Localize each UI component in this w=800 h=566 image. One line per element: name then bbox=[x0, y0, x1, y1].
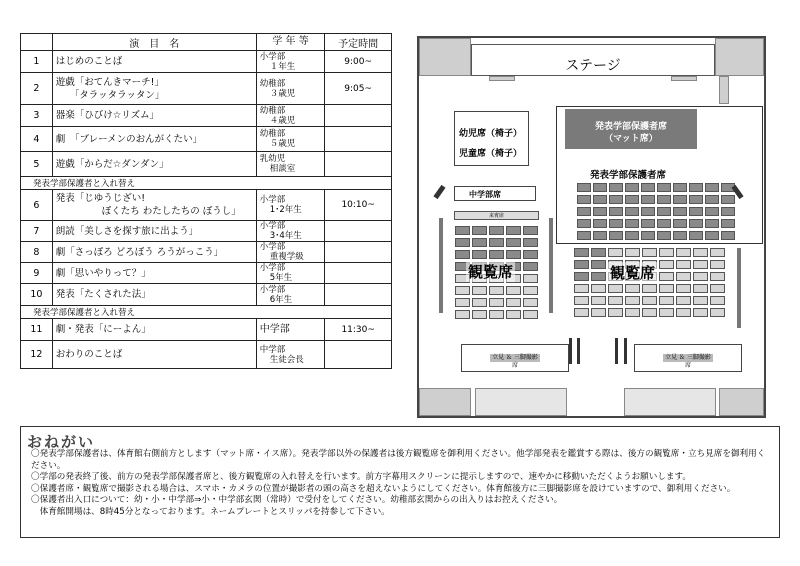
staff-seat: 来賓席 bbox=[454, 211, 539, 220]
item-title bbox=[52, 319, 256, 341]
item-title-line: 劇・発表「にーよん」 bbox=[55, 324, 151, 335]
audience-seat bbox=[710, 248, 725, 257]
item-grade bbox=[256, 284, 325, 306]
item-number: 2 bbox=[21, 73, 53, 105]
parent-seat bbox=[657, 231, 671, 240]
item-time bbox=[325, 221, 392, 242]
audience-seat bbox=[455, 310, 470, 319]
audience-seat bbox=[523, 274, 538, 283]
item-grade-line: ５歳児 bbox=[269, 139, 296, 149]
audience-seat bbox=[506, 238, 521, 247]
item-grade-line: 3･4年生 bbox=[269, 231, 302, 241]
middle-school-seat bbox=[454, 186, 536, 201]
table-row bbox=[21, 284, 392, 306]
audience-seat bbox=[574, 284, 589, 293]
parent-seat bbox=[641, 195, 655, 204]
item-title-line: はじめのことば bbox=[55, 56, 123, 67]
parent-seat bbox=[577, 195, 591, 204]
item-grade-line: 5年生 bbox=[269, 273, 293, 283]
table-row bbox=[21, 105, 392, 127]
partition bbox=[569, 338, 572, 364]
audience-seat bbox=[574, 296, 589, 305]
stage-wing-left bbox=[419, 38, 471, 76]
item-grade bbox=[256, 51, 325, 73]
audience-left-label: 観覧席 bbox=[468, 263, 514, 281]
audience-seat bbox=[693, 248, 708, 257]
standing-area-right bbox=[634, 344, 742, 372]
parent-seat bbox=[673, 219, 687, 228]
parent-seat bbox=[625, 207, 639, 216]
item-title bbox=[52, 341, 256, 369]
separator-row bbox=[21, 177, 392, 190]
presenting-parents-label: 発表学部保護者席 bbox=[590, 170, 667, 181]
note-line: 〇発表学部保護者は、体育館右側前方とします（マット席・イス席）。発表学部以外の保護者は後方観覧席を御利用ください。他学部発表を鑑賞する際は、後方の観覧席・立ち見席を御利用ください。 bbox=[31, 449, 766, 471]
item-title-line: 「タラッタラッタン」 bbox=[69, 89, 165, 101]
item-grade-line: 相談室 bbox=[269, 164, 296, 174]
audience-seat bbox=[472, 310, 487, 319]
item-grade-line: 幼稚部 bbox=[259, 78, 286, 89]
notes-title: おねがい bbox=[27, 433, 96, 451]
parent-seat bbox=[673, 207, 687, 216]
parent-seat bbox=[593, 219, 607, 228]
parent-seat bbox=[689, 219, 703, 228]
audience-seat bbox=[523, 226, 538, 235]
audience-seat bbox=[625, 308, 640, 317]
header-title: 演 目 名 bbox=[52, 34, 256, 51]
audience-right-area bbox=[574, 248, 734, 328]
program-table bbox=[20, 33, 392, 369]
wall-bar bbox=[737, 248, 741, 328]
audience-seat bbox=[642, 296, 657, 305]
audience-seat bbox=[472, 226, 487, 235]
parent-seat bbox=[609, 219, 623, 228]
audience-seat bbox=[591, 284, 606, 293]
item-title-line: 劇「さっぽろ どろぼう ろうがっこう」 bbox=[55, 246, 224, 258]
audience-seat bbox=[710, 272, 725, 281]
audience-seat bbox=[591, 296, 606, 305]
table-row bbox=[21, 263, 392, 284]
item-title-line: 朗読「美しさを探す旅に出よう」 bbox=[55, 225, 199, 237]
item-grade bbox=[256, 73, 325, 105]
parent-seat bbox=[577, 231, 591, 240]
item-grade-line: 6年生 bbox=[269, 294, 293, 305]
parent-seat bbox=[609, 231, 623, 240]
rear-box bbox=[624, 388, 716, 416]
item-time bbox=[325, 127, 392, 152]
note-line: 体育館開場は、8時45分となっております。ネームプレートとスリッパを持参して下さい。 bbox=[31, 506, 390, 517]
item-title bbox=[52, 152, 256, 177]
mat-seat-block bbox=[565, 109, 697, 149]
parent-seat bbox=[705, 231, 719, 240]
audience-seat bbox=[506, 310, 521, 319]
audience-seat bbox=[608, 284, 623, 293]
note-line: 〇保護者席・観覧席で撮影される場合は、スマホ・カメラの位置が撮影者の頭の高さを超えないようにしてください。体育館後方に三脚撮影席を設けていますので、御利用ください。 bbox=[31, 483, 736, 494]
parent-seat bbox=[657, 219, 671, 228]
audience-seat bbox=[625, 284, 640, 293]
audience-seat bbox=[591, 308, 606, 317]
audience-seat bbox=[642, 284, 657, 293]
audience-seat bbox=[489, 238, 504, 247]
table-row bbox=[21, 242, 392, 263]
audience-seat bbox=[506, 286, 521, 295]
audience-seat bbox=[455, 286, 470, 295]
audience-seat bbox=[710, 284, 725, 293]
audience-seat bbox=[455, 226, 470, 235]
item-grade bbox=[256, 242, 325, 263]
parent-seat bbox=[721, 207, 735, 216]
item-title bbox=[52, 190, 256, 221]
audience-seat bbox=[608, 296, 623, 305]
audience-seat bbox=[659, 308, 674, 317]
parent-seat bbox=[705, 219, 719, 228]
audience-seat bbox=[659, 284, 674, 293]
item-title-line: 発表「じゆうじざい! bbox=[55, 193, 146, 204]
item-number: 6 bbox=[21, 190, 53, 221]
partition bbox=[577, 338, 580, 364]
note-line: 〇学部の発表終了後、前方の発表学部保護者席と、後方観覧席の入れ替えを行います。前方字幕用スクリーンに提示しますので、速やかに移動いただくようお願いします。 bbox=[31, 472, 692, 482]
table-row bbox=[21, 341, 392, 369]
parent-seat bbox=[625, 219, 639, 228]
audience-seat bbox=[693, 272, 708, 281]
audience-seat bbox=[659, 272, 674, 281]
parent-seat bbox=[609, 183, 623, 192]
parent-seat bbox=[609, 195, 623, 204]
audience-seat bbox=[489, 286, 504, 295]
item-number: 5 bbox=[21, 152, 53, 177]
audience-seat bbox=[523, 286, 538, 295]
item-time: 9:05~ bbox=[325, 73, 392, 105]
parent-seat bbox=[673, 231, 687, 240]
parent-seat bbox=[593, 183, 607, 192]
floor-plan bbox=[417, 36, 766, 418]
item-grade-line: 小学部 bbox=[259, 51, 286, 62]
parent-seat bbox=[689, 183, 703, 192]
audience-seat bbox=[676, 272, 691, 281]
notes-body bbox=[31, 449, 771, 518]
item-grade-line: 幼稚部 bbox=[259, 129, 286, 139]
stage bbox=[471, 44, 715, 76]
item-grade-line: ４歳児 bbox=[269, 115, 296, 126]
table-header-row bbox=[21, 34, 392, 51]
rear-box bbox=[419, 388, 471, 416]
audience-right-label: 観覧席 bbox=[610, 264, 656, 282]
audience-seat bbox=[472, 286, 487, 295]
stage-step bbox=[671, 76, 697, 81]
item-number: 10 bbox=[21, 284, 53, 306]
note-line: 〇保護者出入口について：幼・小・中学部⇒小・中学部玄関（常時）で受付をしてください。幼稚部玄関からの出入りはお控えください。 bbox=[31, 495, 563, 505]
standing-left-label: 立見 ＆ 三脚撮影席 bbox=[490, 354, 540, 362]
item-title bbox=[52, 127, 256, 152]
audience-seat bbox=[523, 298, 538, 307]
audience-seat bbox=[523, 250, 538, 259]
separator-row bbox=[21, 306, 392, 319]
middle-school-label: 中学部席 bbox=[469, 190, 501, 199]
audience-seat bbox=[506, 250, 521, 259]
parent-seat bbox=[673, 195, 687, 204]
item-grade-line: ３歳児 bbox=[269, 88, 296, 99]
table-row bbox=[21, 51, 392, 73]
parent-seat bbox=[689, 207, 703, 216]
infant-child-seat-box bbox=[454, 111, 529, 166]
item-title-line: 発表「たくされた法」 bbox=[55, 289, 151, 300]
item-grade-line: 小学部 bbox=[259, 284, 286, 295]
item-number: 7 bbox=[21, 221, 53, 242]
rear-box bbox=[475, 388, 567, 416]
parent-seat bbox=[593, 195, 607, 204]
item-grade bbox=[256, 152, 325, 177]
item-grade-line: 重複学級 bbox=[269, 252, 304, 262]
audience-seat bbox=[455, 250, 470, 259]
item-grade-line: 小学部 bbox=[259, 263, 286, 273]
audience-seat bbox=[659, 296, 674, 305]
audience-seat bbox=[710, 296, 725, 305]
audience-seat bbox=[506, 298, 521, 307]
item-grade-line: 小学部 bbox=[259, 195, 286, 205]
audience-seat bbox=[472, 298, 487, 307]
parent-seat bbox=[689, 195, 703, 204]
wall-bar bbox=[549, 218, 553, 313]
audience-seat bbox=[693, 260, 708, 269]
stage-label: ステージ bbox=[565, 58, 621, 74]
audience-seat bbox=[489, 226, 504, 235]
item-title-line: ぼくたち わたしたちの ぼうし」 bbox=[101, 206, 241, 217]
item-grade bbox=[256, 190, 325, 221]
item-time: 9:00~ bbox=[325, 51, 392, 73]
parent-seat bbox=[593, 231, 607, 240]
item-grade bbox=[256, 221, 325, 242]
audience-seat bbox=[693, 296, 708, 305]
audience-seat bbox=[642, 248, 657, 257]
item-time: 10:10~ bbox=[325, 190, 392, 221]
item-number: 12 bbox=[21, 341, 53, 369]
item-number: 4 bbox=[21, 127, 53, 152]
item-number: 11 bbox=[21, 319, 53, 341]
audience-seat bbox=[455, 238, 470, 247]
audience-seat bbox=[608, 248, 623, 257]
separator-text: 発表学部保護者と入れ替え bbox=[21, 306, 392, 319]
parent-seat bbox=[657, 207, 671, 216]
parent-seat bbox=[625, 231, 639, 240]
item-grade-line: 中学部 bbox=[259, 344, 286, 355]
audience-seat bbox=[676, 248, 691, 257]
parent-seat bbox=[641, 219, 655, 228]
diag-bar bbox=[433, 185, 445, 199]
audience-seat bbox=[574, 272, 589, 281]
infant-seat-label: 幼児席（椅子） bbox=[459, 129, 523, 139]
item-title bbox=[52, 284, 256, 306]
item-grade bbox=[256, 341, 325, 369]
parent-seat bbox=[641, 183, 655, 192]
item-number: 8 bbox=[21, 242, 53, 263]
item-title-line: おわりのことば bbox=[55, 349, 123, 360]
item-title bbox=[52, 105, 256, 127]
presenting-parents-top-label: 発表学部保護者席 bbox=[594, 122, 667, 132]
partition bbox=[624, 338, 627, 364]
stage-step bbox=[489, 76, 515, 81]
item-time bbox=[325, 263, 392, 284]
audience-seat bbox=[523, 310, 538, 319]
audience-seat bbox=[591, 260, 606, 269]
item-grade-line: 生徒会長 bbox=[269, 354, 304, 365]
item-grade bbox=[256, 105, 325, 127]
item-title bbox=[52, 242, 256, 263]
parent-seat bbox=[625, 183, 639, 192]
audience-seat bbox=[710, 260, 725, 269]
parent-seat bbox=[593, 207, 607, 216]
audience-seat bbox=[489, 250, 504, 259]
parent-seat bbox=[657, 195, 671, 204]
item-title-line: 器楽「ひびけ☆リズム」 bbox=[55, 110, 160, 121]
table-row bbox=[21, 73, 392, 105]
item-grade bbox=[256, 263, 325, 284]
audience-seat bbox=[693, 308, 708, 317]
item-time bbox=[325, 105, 392, 127]
item-grade-line: 1･2年生 bbox=[269, 205, 302, 215]
child-seat-label: 児童席（椅子） bbox=[459, 149, 523, 159]
item-grade bbox=[256, 319, 325, 341]
item-title-line: 劇 「ブレーメンのおんがくたい」 bbox=[55, 133, 203, 145]
partition bbox=[615, 338, 618, 364]
parent-seat bbox=[641, 231, 655, 240]
item-title bbox=[52, 73, 256, 105]
item-time bbox=[325, 341, 392, 369]
audience-seat bbox=[591, 272, 606, 281]
item-title bbox=[52, 263, 256, 284]
item-number: 1 bbox=[21, 51, 53, 73]
parent-seat bbox=[657, 183, 671, 192]
item-number: 9 bbox=[21, 263, 53, 284]
parent-seat bbox=[689, 231, 703, 240]
parent-seat bbox=[705, 207, 719, 216]
parent-seat bbox=[609, 207, 623, 216]
audience-seat bbox=[625, 248, 640, 257]
audience-seat bbox=[472, 238, 487, 247]
item-grade-line: 乳幼児 bbox=[259, 154, 286, 164]
wall-bar bbox=[439, 218, 443, 313]
audience-seat bbox=[676, 260, 691, 269]
item-grade-line: 幼稚部 bbox=[259, 105, 286, 116]
parent-seat bbox=[721, 219, 735, 228]
audience-seat bbox=[676, 308, 691, 317]
parent-seat bbox=[577, 207, 591, 216]
table-row bbox=[21, 319, 392, 341]
audience-seat bbox=[523, 238, 538, 247]
rear-box bbox=[719, 388, 764, 416]
audience-seat bbox=[574, 308, 589, 317]
audience-seat bbox=[523, 262, 538, 271]
item-time bbox=[325, 284, 392, 306]
item-title bbox=[52, 221, 256, 242]
audience-seat bbox=[710, 308, 725, 317]
notes-box bbox=[20, 426, 780, 538]
mat-seat-label: （マット席） bbox=[604, 134, 658, 144]
parent-seat bbox=[641, 207, 655, 216]
audience-seat bbox=[659, 260, 674, 269]
item-time bbox=[325, 242, 392, 263]
presenting-parents-area bbox=[556, 106, 763, 244]
item-grade-line: 小学部 bbox=[259, 242, 286, 252]
parent-seat bbox=[625, 195, 639, 204]
item-number: 3 bbox=[21, 105, 53, 127]
item-title-line: 遊戯「からだ☆ダンダン」 bbox=[55, 158, 169, 170]
parent-seat bbox=[673, 183, 687, 192]
audience-seat bbox=[625, 296, 640, 305]
table-row bbox=[21, 152, 392, 177]
header-time: 予定時間 bbox=[325, 34, 392, 51]
audience-seat bbox=[676, 284, 691, 293]
item-title-line: 遊戯「おてんきマーチ!」 bbox=[55, 76, 164, 88]
audience-left-area bbox=[454, 208, 539, 326]
table-row bbox=[21, 190, 392, 221]
audience-seat bbox=[489, 310, 504, 319]
item-time: 11:30~ bbox=[325, 319, 392, 341]
parent-seat bbox=[577, 219, 591, 228]
item-title bbox=[52, 51, 256, 73]
parent-seat bbox=[721, 231, 735, 240]
item-grade-line: 中学部 bbox=[259, 323, 290, 335]
parent-seat bbox=[705, 195, 719, 204]
item-title-line: 劇「思いやりって？」 bbox=[55, 267, 151, 279]
item-grade-line: １年生 bbox=[269, 61, 296, 72]
audience-seat bbox=[574, 248, 589, 257]
item-grade-line: 小学部 bbox=[259, 221, 286, 231]
audience-seat bbox=[574, 260, 589, 269]
standing-area-left bbox=[461, 344, 569, 372]
parent-seat bbox=[705, 183, 719, 192]
audience-seat bbox=[455, 298, 470, 307]
separator-text: 発表学部保護者と入れ替え bbox=[21, 177, 392, 190]
audience-seat bbox=[608, 308, 623, 317]
audience-seat bbox=[693, 284, 708, 293]
audience-seat bbox=[642, 308, 657, 317]
screen-stand bbox=[719, 76, 729, 104]
audience-seat bbox=[506, 226, 521, 235]
parent-seat bbox=[577, 183, 591, 192]
audience-seat bbox=[472, 250, 487, 259]
header-grade: 学 年 等 bbox=[256, 34, 325, 51]
audience-seat bbox=[591, 248, 606, 257]
table-row bbox=[21, 221, 392, 242]
stage-wing-right bbox=[715, 38, 764, 76]
audience-seat bbox=[659, 248, 674, 257]
audience-seat bbox=[489, 298, 504, 307]
parent-seat bbox=[721, 195, 735, 204]
item-grade bbox=[256, 127, 325, 152]
item-time bbox=[325, 152, 392, 177]
audience-seat bbox=[676, 296, 691, 305]
table-row bbox=[21, 127, 392, 152]
standing-right-label: 立見 ＆ 三脚撮影席 bbox=[663, 354, 713, 362]
